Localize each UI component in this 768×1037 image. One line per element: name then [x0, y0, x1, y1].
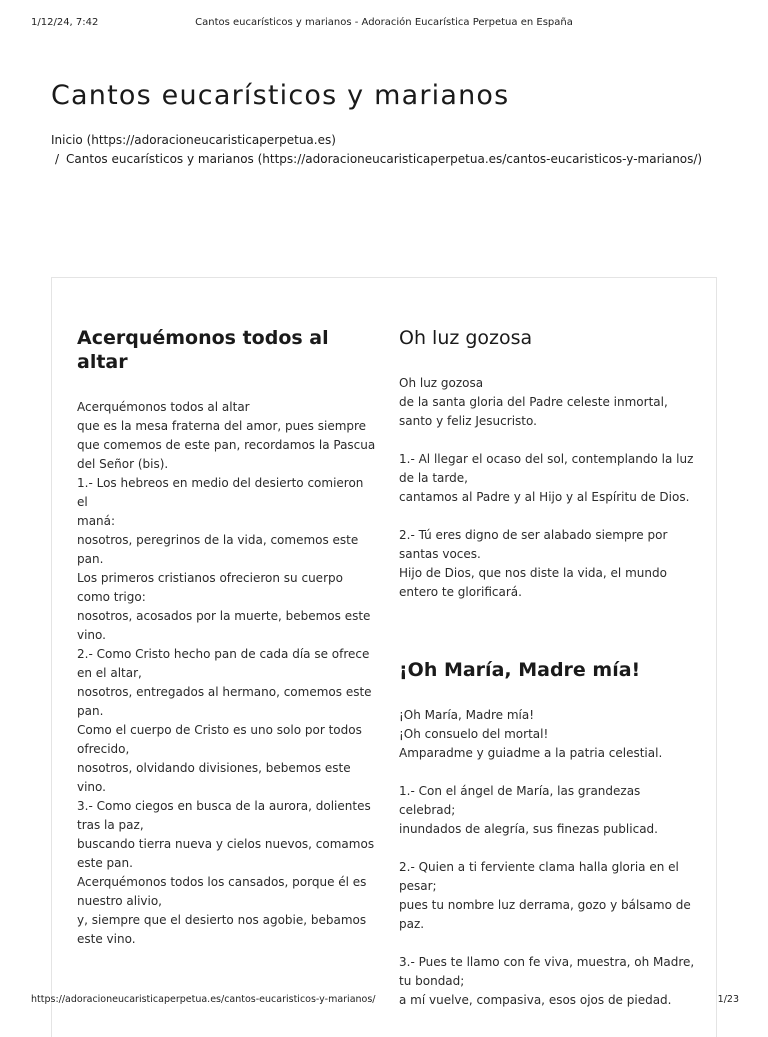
- song-title: Acerquémonos todos al altar: [77, 327, 329, 373]
- song-acerquemonos: [77, 326, 377, 949]
- lyric-line: del Señor (bis).: [77, 457, 169, 471]
- lyric-line: Hijo de Dios, que nos diste la vida, el mundo: [399, 566, 667, 580]
- songs-card: [51, 277, 717, 1037]
- breadcrumb-current-row: [51, 150, 741, 169]
- lyric-line: santo y feliz Jesucristo.: [399, 414, 537, 428]
- lyric-line: que comemos de este pan, recordamos la Pascua: [77, 438, 376, 452]
- breadcrumb-current-link[interactable]: Cantos eucarísticos y marianos (https://adoracioneucaristicaperpetua.es/cantos-eucaristicos-y-marianos/): [66, 152, 703, 166]
- lyric-line: Acerquémonos todos al altar: [77, 400, 250, 414]
- lyric-line: Como el cuerpo de Cristo es uno solo por todos: [77, 723, 362, 737]
- lyric-line: como trigo:: [77, 590, 146, 604]
- print-document-title: Cantos eucarísticos y marianos - Adoración Eucarística Perpetua en España: [195, 17, 573, 28]
- lyric-line: que es la mesa fraterna del amor, pues siempre: [77, 419, 367, 433]
- song-oh-maria-madre-mia: [399, 658, 699, 1010]
- lyric-line: 1.- Al llegar el ocaso del sol, contemplando la luz: [399, 452, 694, 466]
- print-header: [0, 17, 768, 31]
- lyric-line: paz.: [399, 917, 425, 931]
- stanza-break: [399, 763, 699, 782]
- song-title: ¡Oh María, Madre mía!: [399, 659, 641, 681]
- lyric-line: cantamos al Padre y al Hijo y al Espíritu de Dios.: [399, 490, 690, 504]
- lyric-line: pesar;: [399, 879, 437, 893]
- lyric-line: santas voces.: [399, 547, 481, 561]
- song-oh-luz-gozosa: [399, 326, 699, 602]
- lyric-line: inundados de alegría, sus finezas publicad.: [399, 822, 658, 836]
- lyric-line: nosotros, entregados al hermano, comemos este: [77, 685, 372, 699]
- stanza-break: [399, 431, 699, 450]
- lyric-line: maná:: [77, 514, 116, 528]
- lyric-line: 2.- Tú eres digno de ser alabado siempre por: [399, 528, 668, 542]
- song-lyrics: [399, 374, 699, 602]
- lyric-line: en el altar,: [77, 666, 142, 680]
- lyric-line: de la santa gloria del Padre celeste inmortal,: [399, 395, 668, 409]
- lyric-line: buscando tierra nueva y cielos nuevos, comamos: [77, 837, 375, 851]
- lyric-line: nosotros, acosados por la muerte, bebemos este: [77, 609, 371, 623]
- breadcrumb: [51, 131, 741, 169]
- stanza-break: [399, 839, 699, 858]
- breadcrumb-separator: /: [55, 152, 60, 166]
- song-lyrics: [399, 706, 699, 1010]
- lyric-line: pues tu nombre luz derrama, gozo y bálsamo de: [399, 898, 691, 912]
- song-title: Oh luz gozosa: [399, 327, 533, 349]
- lyric-line: ¡Oh consuelo del mortal!: [399, 727, 549, 741]
- lyric-line: y, siempre que el desierto nos agobie, bebamos: [77, 913, 367, 927]
- lyric-line: nosotros, peregrinos de la vida, comemos este: [77, 533, 359, 547]
- lyric-line: Los primeros cristianos ofrecieron su cuerpo: [77, 571, 343, 585]
- lyric-line: de la tarde,: [399, 471, 468, 485]
- page-number: 1/23: [717, 994, 739, 1005]
- lyric-line: a mí vuelve, compasiva, esos ojos de piedad.: [399, 993, 672, 1007]
- lyric-line: tras la paz,: [77, 818, 144, 832]
- lyric-line: 3.- Pues te llamo con fe viva, muestra, oh Madre,: [399, 955, 695, 969]
- lyric-line: 1.- Con el ángel de María, las grandezas celebrad;: [399, 784, 641, 817]
- print-footer: [0, 994, 768, 1008]
- stanza-break: [399, 934, 699, 953]
- lyric-line: nosotros, olvidando divisiones, bebemos este: [77, 761, 351, 775]
- page-title: Cantos eucarísticos y marianos: [51, 80, 510, 111]
- stanza-break: [399, 507, 699, 526]
- lyric-line: este vino.: [77, 932, 136, 946]
- lyric-line: entero te glorificará.: [399, 585, 522, 599]
- lyric-line: este pan.: [77, 856, 133, 870]
- lyric-line: ofrecido,: [77, 742, 130, 756]
- lyric-line: 2.- Como Cristo hecho pan de cada día se ofrece: [77, 647, 370, 661]
- print-footer-url: https://adoracioneucaristicaperpetua.es/cantos-eucaristicos-y-marianos/: [31, 994, 376, 1005]
- lyric-line: vino.: [77, 780, 106, 794]
- breadcrumb-home-link[interactable]: Inicio (https://adoracioneucaristicaperpetua.es): [51, 133, 336, 147]
- lyric-line: 3.- Como ciegos en busca de la aurora, dolientes: [77, 799, 371, 813]
- print-date: 1/12/24, 7:42: [31, 17, 99, 28]
- lyric-line: pan.: [77, 704, 104, 718]
- lyric-line: nuestro alivio,: [77, 894, 162, 908]
- lyric-line: vino.: [77, 628, 106, 642]
- song-lyrics: [77, 398, 377, 949]
- lyric-line: pan.: [77, 552, 104, 566]
- lyric-line: Amparadme y guiadme a la patria celestial.: [399, 746, 663, 760]
- lyric-line: 2.- Quien a ti ferviente clama halla gloria en el: [399, 860, 679, 874]
- lyric-line: tu bondad;: [399, 974, 465, 988]
- lyric-line: Acerquémonos todos los cansados, porque él es: [77, 875, 367, 889]
- lyric-line: 1.- Los hebreos en medio del desierto comieron el: [77, 476, 364, 509]
- lyric-line: Oh luz gozosa: [399, 376, 484, 390]
- lyric-line: ¡Oh María, Madre mía!: [399, 708, 535, 722]
